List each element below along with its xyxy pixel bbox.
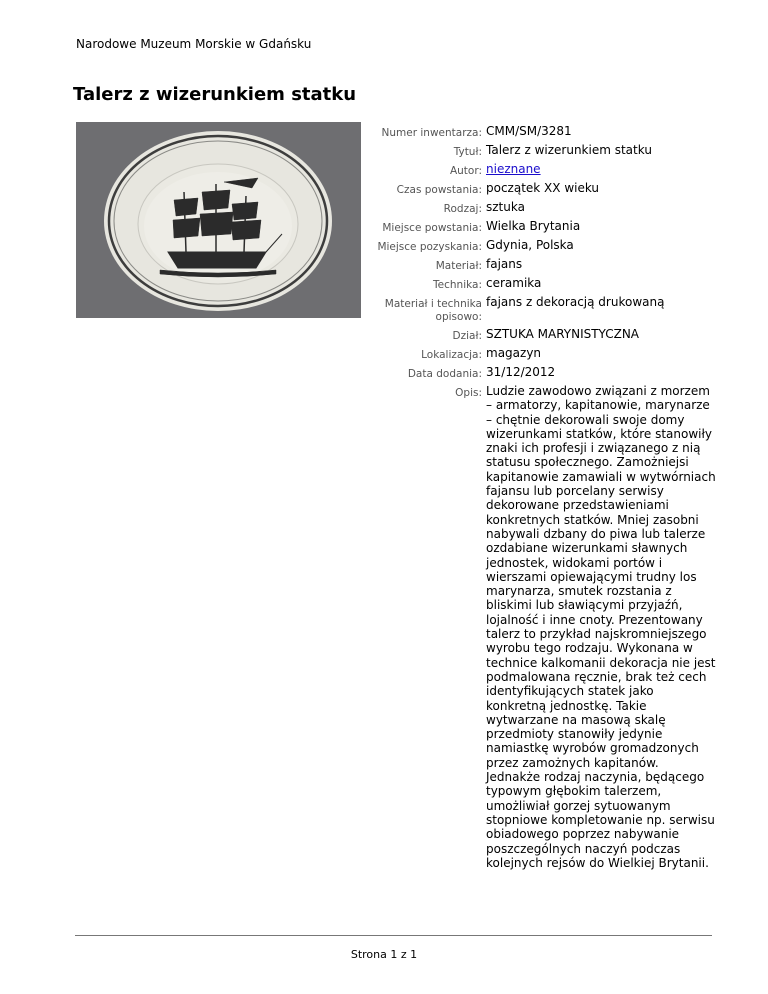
field-row-title [366,143,716,159]
museum-header: Narodowe Muzeum Morskie w Gdańsku [76,37,312,51]
field-row-place-of-origin [366,219,716,235]
field-row-material [366,257,716,273]
inventory-number-label: Numer inwentarza: [381,127,482,139]
field-row-place-of-acquisition [366,238,716,254]
author-label: Autor: [449,165,482,177]
date-added-value: 31/12/2012 [486,365,556,379]
type-label: Rodzaj: [443,203,482,215]
title-value: Talerz z wizerunkiem statku [486,143,652,157]
place-of-acquisition-value: Gdynia, Polska [486,238,574,252]
title-label: Tytuł: [453,146,482,158]
description-label: Opis: [455,387,482,399]
field-row-inventory-number [366,124,716,140]
field-row-department [366,327,716,343]
technique-value: ceramika [486,276,542,290]
location-label: Lokalizacja: [421,349,482,361]
creation-time-label: Czas powstania: [396,184,482,196]
description-value: Ludzie zawodowo związani z morzem – armatorzy, kapitanowie, marynarze – chętnie dekorowali swoje domy wizerunkami statków, które stanowiły znaki ich profesji i związanego z nią statusu społecznego. Zamożniejsi kapitanowie zamawiali w wytwórniach fajansu lub porcelany serwisy dekorowane przedstawieniami konkretnych statków. Mniej zasobni nabywali dzbany do piwa lub talerze ozdabiane wizerunkami sławnych jednostek, widokami portów i wierszami opiewającymi trudny los marynarza, smutek rozstania z bliskimi lub sławiącymi przyjaźń, lojalność i inne cnoty. Prezentowany talerz to przykład najskromniejszego wyrobu tego rodzaju. Wykonana w technice kalkomanii dekoracja nie jest podmalowana ręcznie, brak też cech identyfikujących statek jako konkretną jednostkę. Takie wytwarzane na masową skalę przedmioty stanowiły jedynie namiastkę wyrobów gromadzonych przez zamożnych kapitanów. Jednakże rodzaj naczynia, będącego typowym głębokim talerzem, umożliwiał gorzej sytuowanym stopniowe kompletowanie np. serwisu obiadowego poprzez nabywanie poszczególnych naczyń podczas kolejnych rejsów do Wielkiej Brytanii. [486,384,716,870]
creation-time-value: początek XX wieku [486,181,600,195]
location-value: magazyn [486,346,542,360]
field-row-technique [366,276,716,292]
date-added-label: Data dodania: [407,368,482,380]
field-row-author [366,162,716,178]
place-of-origin-value: Wielka Brytania [486,219,581,233]
material-label: Materiał: [435,260,482,272]
plate-photo [76,122,361,318]
metadata-list [366,124,716,873]
inventory-number-value: CMM/SM/3281 [486,124,572,138]
field-row-location [366,346,716,362]
type-value: sztuka [486,200,525,214]
place-of-origin-label: Miejsce powstania: [382,222,482,234]
author-link[interactable]: nieznane [486,162,541,176]
material-technique-description-value: fajans z dekoracją drukowaną [486,295,665,309]
material-technique-description-label: Materiał i technika opisowo: [384,298,482,323]
place-of-acquisition-label: Miejsce pozyskania: [377,241,482,253]
department-label: Dział: [452,330,482,342]
field-row-material-technique-description [366,295,716,324]
field-row-creation-time [366,181,716,197]
technique-label: Technika: [433,279,482,291]
footer-divider [75,935,712,936]
page-number: Strona 1 z 1 [350,948,418,961]
field-row-date-added [366,365,716,381]
field-row-description [366,384,716,870]
department-value: SZTUKA MARYNISTYCZNA [486,327,640,341]
field-row-type [366,200,716,216]
page-title: Talerz z wizerunkiem statku [73,84,357,105]
material-value: fajans [486,257,523,271]
